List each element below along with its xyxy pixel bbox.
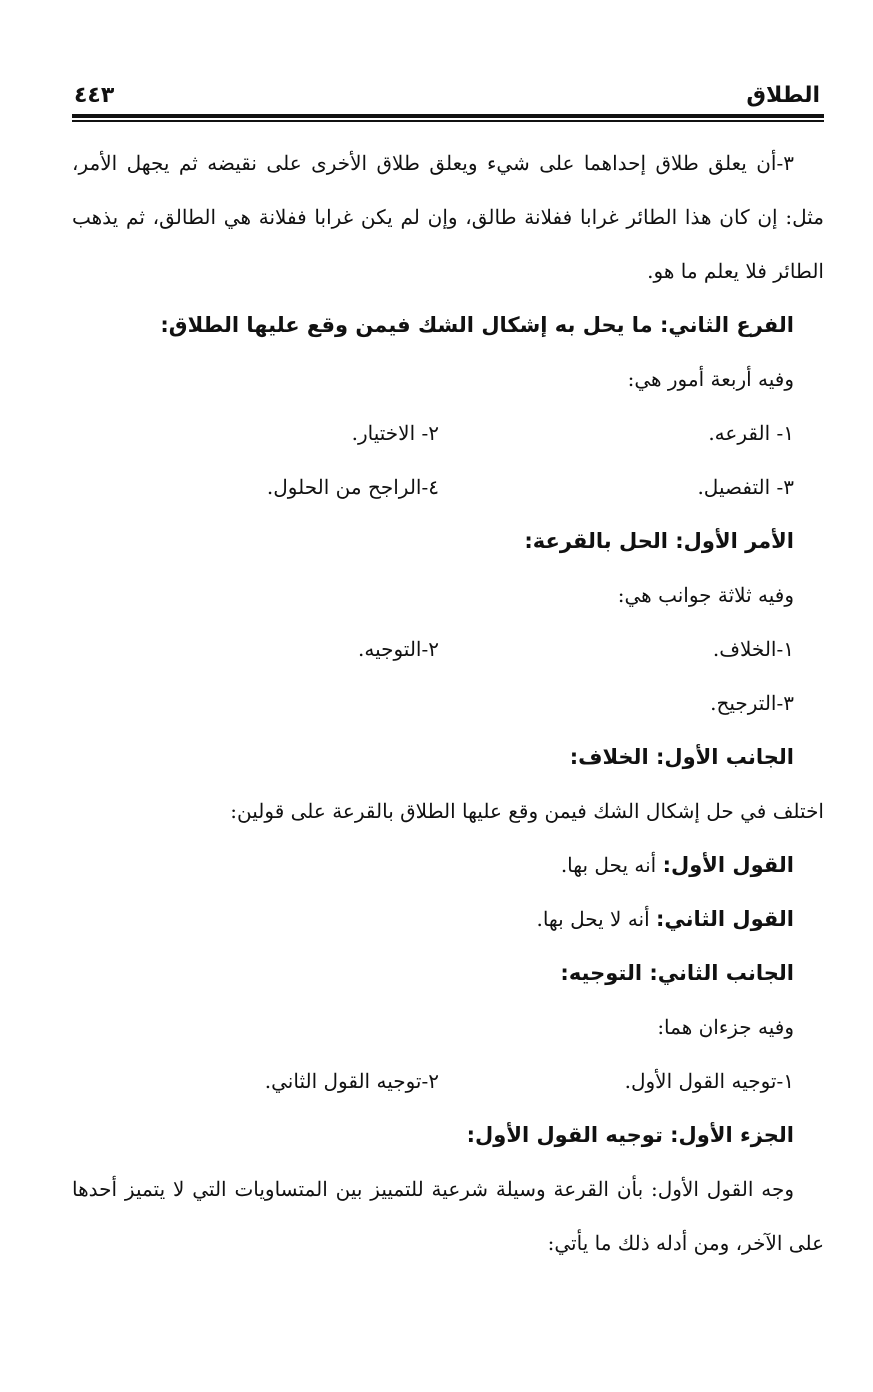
- aspects-row-1: [72, 622, 824, 676]
- two-parts-intro: وفيه جزءان هما:: [657, 1014, 794, 1039]
- page-content: [72, 136, 824, 1270]
- page-number: ٤٤٣: [74, 83, 115, 108]
- chapter-title: الطلاق: [746, 83, 820, 108]
- matter-item: ١- القرعه.: [708, 420, 794, 445]
- matters-row-2: [72, 460, 824, 514]
- matters-row-1: [72, 406, 824, 460]
- part-one-heading: الجزء الأول: توجيه القول الأول:: [466, 1122, 794, 1147]
- three-aspects-intro: وفيه ثلاثة جوانب هي:: [617, 582, 794, 607]
- matter-item: ٣- التفصيل.: [697, 474, 794, 499]
- opinion-one-lead: القول الأول:: [662, 852, 794, 877]
- opinion-two-lead: القول الثاني:: [656, 906, 794, 931]
- aspect-item: ١-الخلاف.: [712, 636, 794, 661]
- aspect-one-heading: الجانب الأول: الخلاف:: [569, 744, 794, 769]
- opinion-two: [72, 892, 824, 946]
- aspect-two-heading: الجانب الثاني: التوجيه:: [560, 960, 794, 985]
- matter-item: ٢- الاختيار.: [351, 420, 439, 445]
- part-item: ٢-توجيه القول الثاني.: [264, 1068, 439, 1093]
- aspect-item: ٣-الترجيح.: [710, 690, 794, 715]
- final-paragraph: وجه القول الأول: بأن القرعة وسيلة شرعية للتمييز بين المتساويات التي لا يتميز أحدها على الآخر، ومن أدله ذلك ما يأتي:: [72, 1176, 824, 1255]
- running-header: [72, 78, 824, 114]
- branch-two-heading: الفرع الثاني: ما يحل به إشكال الشك فيمن وقع عليها الطلاق:: [160, 312, 794, 337]
- part-item: ١-توجيه القول الأول.: [624, 1068, 794, 1093]
- book-page: [72, 78, 824, 1270]
- header-rule-thick: [72, 114, 824, 118]
- header-rule-thin: [72, 120, 824, 122]
- opinion-one-text: أنه يحل بها.: [560, 852, 657, 877]
- four-matters-intro: وفيه أربعة أمور هي:: [627, 366, 794, 391]
- dispute-paragraph: اختلف في حل إشكال الشك فيمن وقع عليها الطلاق بالقرعة على قولين:: [230, 798, 824, 823]
- matter-item: ٤-الراجح من الحلول.: [266, 474, 439, 499]
- aspect-item: ٢-التوجيه.: [357, 636, 439, 661]
- opinion-two-text: أنه لا يحل بها.: [536, 906, 650, 931]
- opinion-one: [72, 838, 824, 892]
- matter-one-heading: الأمر الأول: الحل بالقرعة:: [524, 528, 794, 553]
- intro-paragraph: ٣-أن يعلق طلاق إحداهما على شيء ويعلق طلاق الأخرى على نقيضه ثم يجهل الأمر، مثل: إن كان هذا الطائر غرابا ففلانة طالق، وإن لم يكن غرابا ففلانة هي الطالق، ثم يذهب الطائر فلا يعلم ما هو.: [72, 150, 824, 283]
- parts-row: [72, 1054, 824, 1108]
